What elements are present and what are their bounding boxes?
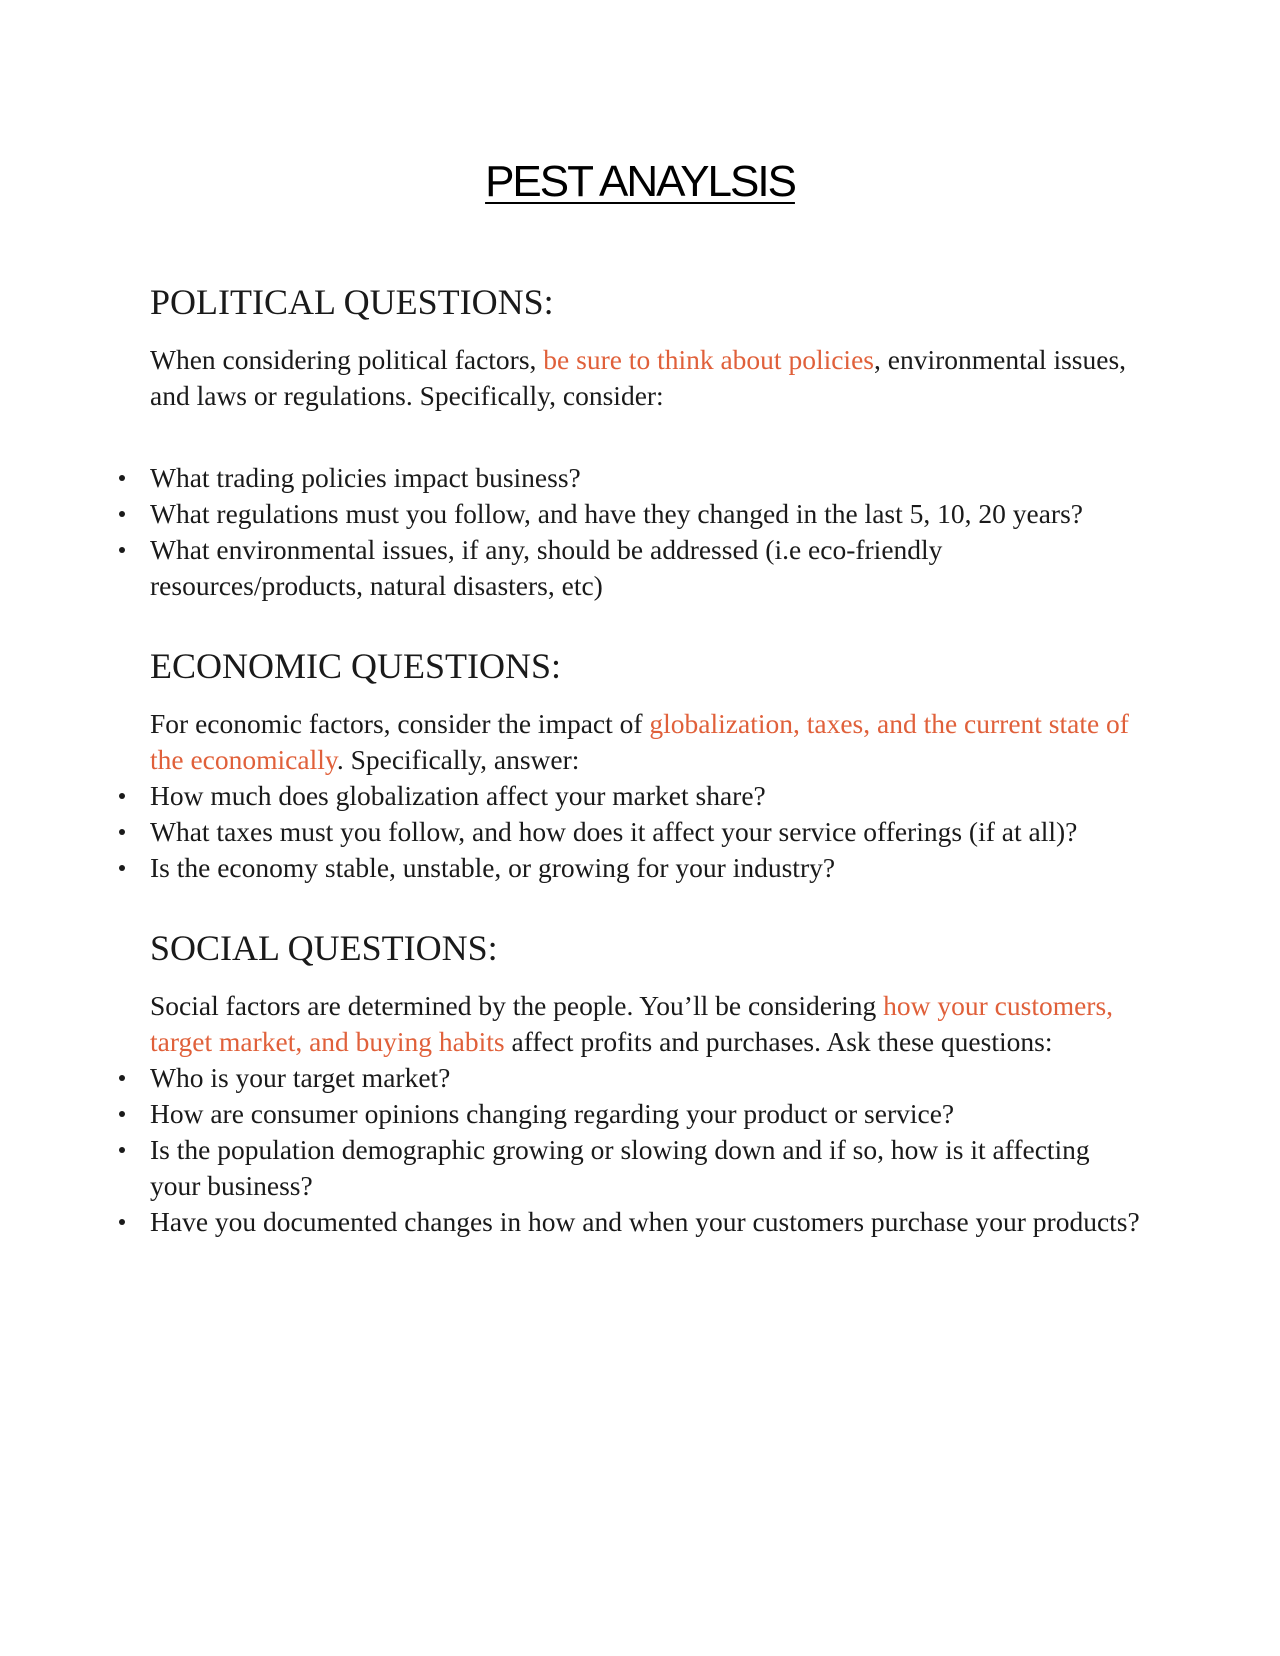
- page-title: [0, 157, 1280, 206]
- list-item: What taxes must you follow, and how does it affect your service offerings (if at all)?: [150, 814, 1140, 850]
- economic-section: [150, 644, 1140, 886]
- political-intro: [150, 342, 1140, 414]
- list-item: What environmental issues, if any, should be addressed (i.e eco-friendly resources/products, natural disasters, etc): [150, 532, 1140, 604]
- list-item: Is the population demographic growing or slowing down and if so, how is it affecting your business?: [150, 1132, 1140, 1204]
- economic-intro-highlight: globalization, taxes, and the current state of the economically: [150, 708, 1129, 775]
- political-intro-highlight: be sure to think about policies: [543, 344, 874, 375]
- list-item: What regulations must you follow, and have they changed in the last 5, 10, 20 years?: [150, 496, 1140, 532]
- economic-heading: ECONOMIC QUESTIONS:: [150, 646, 562, 686]
- social-intro: [150, 988, 1140, 1060]
- list-item: What trading policies impact business?: [150, 460, 1140, 496]
- social-heading: SOCIAL QUESTIONS:: [150, 928, 498, 968]
- list-item: Is the economy stable, unstable, or growing for your industry?: [150, 850, 1140, 886]
- list-item: How much does globalization affect your market share?: [150, 778, 1140, 814]
- economic-question-list: [150, 778, 1140, 886]
- social-section: [150, 926, 1140, 1240]
- political-intro-pre: When considering political factors,: [150, 344, 544, 375]
- list-item: Who is your target market?: [150, 1060, 1140, 1096]
- political-question-list: [150, 460, 1140, 604]
- economic-intro-pre: For economic factors, consider the impact of: [150, 708, 650, 739]
- economic-intro: [150, 706, 1140, 778]
- political-heading: POLITICAL QUESTIONS:: [150, 282, 554, 322]
- list-item: How are consumer opinions changing regarding your product or service?: [150, 1096, 1140, 1132]
- list-item: Have you documented changes in how and when your customers purchase your products?: [150, 1204, 1140, 1240]
- social-intro-pre: Social factors are determined by the people. You’ll be considering: [150, 990, 884, 1021]
- social-question-list: [150, 1060, 1140, 1240]
- document-body: [150, 280, 1140, 1240]
- social-intro-highlight: how your customers, target market, and buying habits: [150, 990, 1114, 1057]
- economic-intro-post: . Specifically, answer:: [336, 744, 580, 775]
- political-section: [150, 280, 1140, 604]
- social-intro-post: affect profits and purchases. Ask these questions:: [504, 1026, 1053, 1057]
- page-title-text: PEST ANAYLSIS: [485, 157, 795, 206]
- political-intro-post: , environmental issues, and laws or regulations. Specifically, consider:: [150, 344, 1127, 411]
